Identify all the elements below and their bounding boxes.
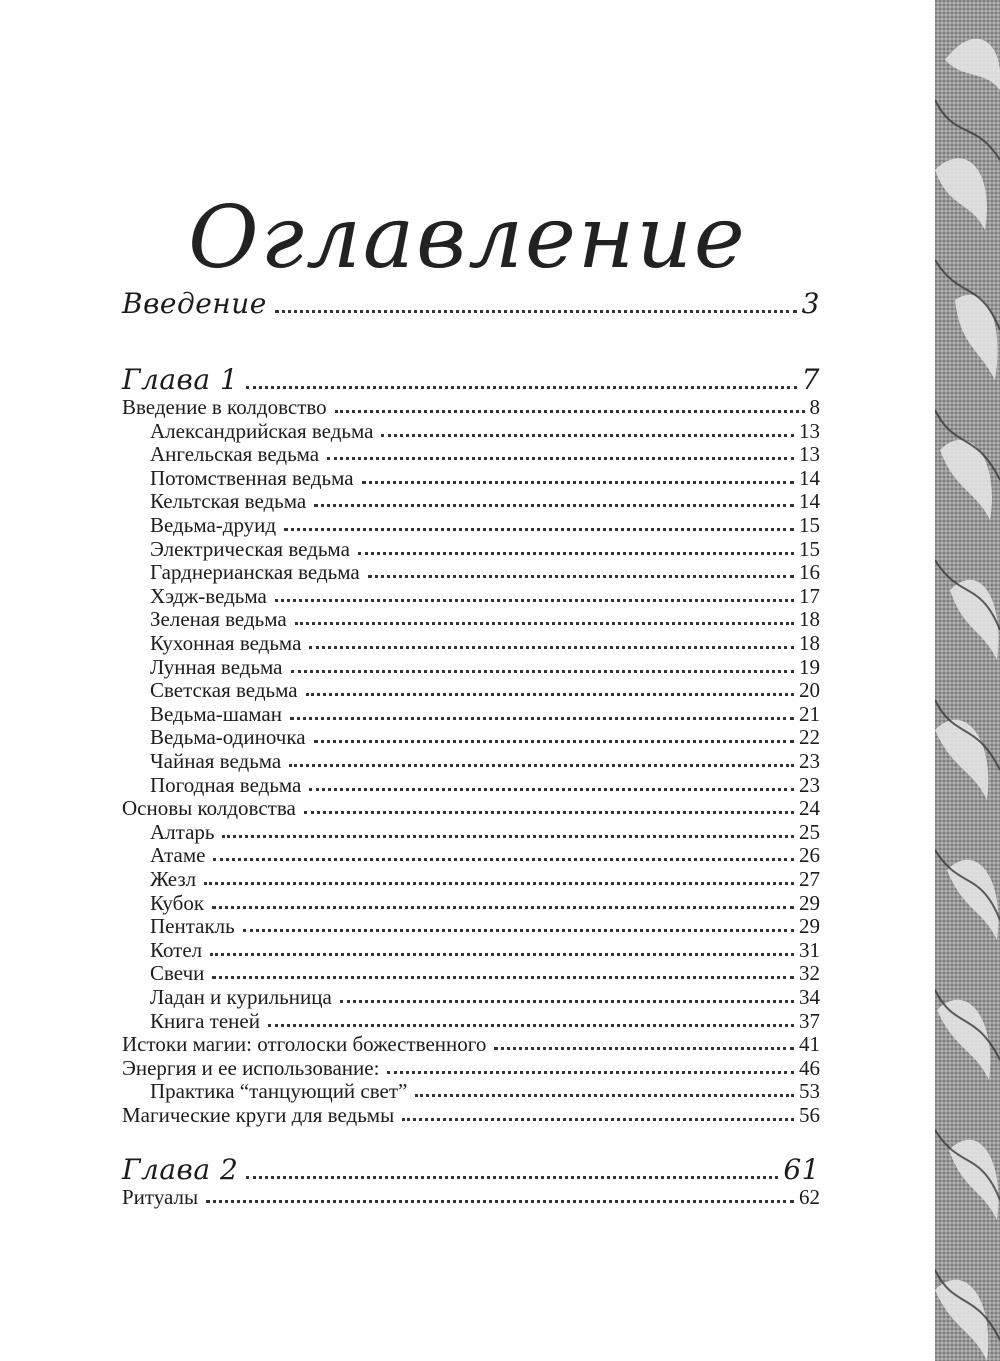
toc-label: Ведьма-шаман (150, 701, 282, 726)
toc-page: 23 (799, 772, 820, 797)
toc-entry (122, 466, 820, 490)
toc-page: 13 (799, 442, 820, 467)
toc-entry (122, 749, 820, 773)
toc-entry (122, 702, 820, 726)
toc-entry (122, 513, 820, 537)
toc-page: 3 (801, 287, 820, 320)
toc-label: Зеленая ведьма (150, 607, 287, 632)
dot-leader (212, 906, 794, 909)
toc-page: 14 (799, 465, 820, 490)
toc-page: 23 (799, 749, 820, 773)
toc-entry (122, 560, 820, 584)
dot-leader (243, 929, 794, 932)
dot-leader (306, 693, 794, 696)
dot-leader (246, 386, 796, 389)
toc-page: 37 (799, 1008, 820, 1033)
toc-entry (122, 985, 820, 1009)
toc-entry (122, 489, 820, 513)
toc-page: 53 (799, 1079, 820, 1104)
toc-label: Энергия и ее использование: (122, 1055, 380, 1080)
toc-label: Кухонная ведьма (150, 631, 302, 655)
toc-chapter-2-row (122, 1152, 820, 1188)
toc-chapter-1-row (122, 362, 820, 398)
toc-label: Ангельская ведьма (150, 442, 320, 467)
toc-page: 32 (799, 961, 820, 986)
toc-label: Практика “танцующий свет” (150, 1079, 408, 1104)
toc-entry (122, 773, 820, 797)
dot-leader (362, 481, 794, 484)
toc-label: Кельтская ведьма (150, 489, 307, 514)
toc-page: 56 (799, 1103, 820, 1127)
dot-leader (381, 434, 794, 437)
toc-entry (122, 678, 820, 702)
toc-label: Основы колдовства (122, 796, 296, 821)
toc-entry (122, 1079, 820, 1103)
dot-leader (210, 953, 794, 956)
toc-page: 26 (799, 843, 820, 868)
toc-entry (122, 938, 820, 962)
toc-label: Истоки магии: отголоски божественного (122, 1032, 487, 1057)
dot-leader (275, 599, 794, 602)
dot-leader (204, 882, 794, 885)
toc-label: Глава 1 (122, 363, 239, 396)
toc-entry (122, 395, 820, 419)
toc-label: Свечи (150, 961, 205, 986)
toc-label: Гарднерианская ведьма (150, 560, 360, 585)
page-title: Оглавление (188, 188, 747, 288)
toc-label: Введение (122, 287, 267, 320)
dot-leader (368, 575, 794, 578)
dot-leader (222, 835, 794, 838)
toc-label: Книга теней (150, 1008, 260, 1033)
dot-leader (494, 1047, 794, 1050)
dot-leader (304, 811, 794, 814)
dot-leader (275, 310, 797, 313)
toc-label: Алтарь (150, 819, 215, 844)
dot-leader (268, 1024, 794, 1027)
toc-page: 7 (801, 363, 820, 396)
toc-label: Лунная ведьма (150, 654, 283, 679)
toc-label: Потомственная ведьма (150, 465, 354, 490)
toc-page: 20 (799, 678, 820, 703)
dot-leader (212, 976, 794, 979)
toc-page: 19 (799, 654, 820, 679)
toc-label: Хэдж-ведьма (150, 583, 267, 608)
dot-leader (402, 1118, 794, 1121)
toc-page: 14 (799, 489, 820, 514)
dot-leader (284, 528, 794, 531)
toc-page: 22 (799, 725, 820, 750)
toc-page: 13 (799, 418, 820, 443)
toc-entry (122, 537, 820, 561)
toc-entry (122, 1103, 820, 1127)
dot-leader (295, 622, 794, 625)
toc-page: 62 (799, 1185, 820, 1209)
toc-page: 17 (799, 583, 820, 608)
toc-entry (122, 725, 820, 749)
toc-page: 31 (799, 937, 820, 962)
toc-entry (122, 631, 820, 655)
toc-page: 15 (799, 536, 820, 561)
toc-entry (122, 914, 820, 938)
toc-label: Погодная ведьма (150, 772, 302, 797)
toc-entry (122, 891, 820, 915)
toc-entry (122, 820, 820, 844)
toc-page: 21 (799, 701, 820, 726)
toc-label: Электрическая ведьма (150, 536, 350, 561)
toc-entry (122, 867, 820, 891)
dot-leader (314, 740, 794, 743)
toc-page: 34 (799, 985, 820, 1009)
toc-label: Ведьма-друид (150, 513, 277, 537)
toc-label: Кубок (150, 890, 205, 915)
toc-page: 41 (799, 1032, 820, 1057)
toc-page: 27 (799, 867, 820, 891)
dot-leader (387, 1071, 794, 1074)
toc-page: 18 (799, 631, 820, 655)
dot-leader (309, 788, 794, 791)
dot-leader (246, 1176, 778, 1179)
toc-entry (122, 419, 820, 443)
toc-entry (122, 442, 820, 466)
dot-leader (206, 1200, 794, 1203)
dot-leader (314, 504, 794, 507)
toc-page: 18 (799, 607, 820, 632)
toc-entry (122, 843, 820, 867)
toc-page: 8 (809, 395, 820, 419)
toc-label: Жезл (150, 867, 197, 891)
toc-page: 24 (799, 796, 820, 821)
toc-label: Ладан и курильница (150, 985, 332, 1009)
toc-label: Магические круги для ведьмы (122, 1103, 395, 1127)
toc-label: Пентакль (150, 914, 235, 939)
toc-label: Ведьма-одиночка (150, 725, 306, 750)
toc-label: Александрийская ведьма (150, 418, 374, 443)
dot-leader (335, 410, 805, 413)
dot-leader (415, 1094, 794, 1097)
toc-entry (122, 1032, 820, 1056)
toc-entry (122, 1009, 820, 1033)
toc-page: 61 (783, 1153, 820, 1186)
toc-page: 25 (799, 819, 820, 844)
dot-leader (340, 1000, 794, 1003)
toc-entry (122, 796, 820, 820)
dot-leader (309, 646, 794, 649)
toc-intro-row (122, 286, 820, 322)
toc-label: Светская ведьма (150, 678, 298, 703)
dot-leader (289, 764, 794, 767)
dot-leader (290, 717, 794, 720)
toc-page: 16 (799, 560, 820, 585)
toc-label: Глава 2 (122, 1153, 239, 1186)
dot-leader (358, 552, 794, 555)
toc-label: Чайная ведьма (150, 749, 282, 773)
toc-label: Атаме (150, 843, 206, 868)
leaf-pattern-icon (935, 0, 1000, 1361)
toc-entry (122, 584, 820, 608)
dot-leader (327, 457, 794, 460)
toc-entry (122, 1056, 820, 1080)
toc-page: 29 (799, 914, 820, 939)
dot-leader (213, 858, 794, 861)
toc-label: Ритуалы (122, 1185, 199, 1209)
toc-page: 29 (799, 890, 820, 915)
toc-label: Введение в колдовство (122, 395, 327, 419)
dot-leader (291, 670, 795, 673)
toc-entry (122, 961, 820, 985)
toc-label: Котел (150, 937, 203, 962)
toc-entry (122, 1185, 820, 1209)
toc-page: 15 (799, 513, 820, 537)
toc-entry (122, 607, 820, 631)
toc-entry (122, 655, 820, 679)
toc-page: 46 (799, 1055, 820, 1080)
